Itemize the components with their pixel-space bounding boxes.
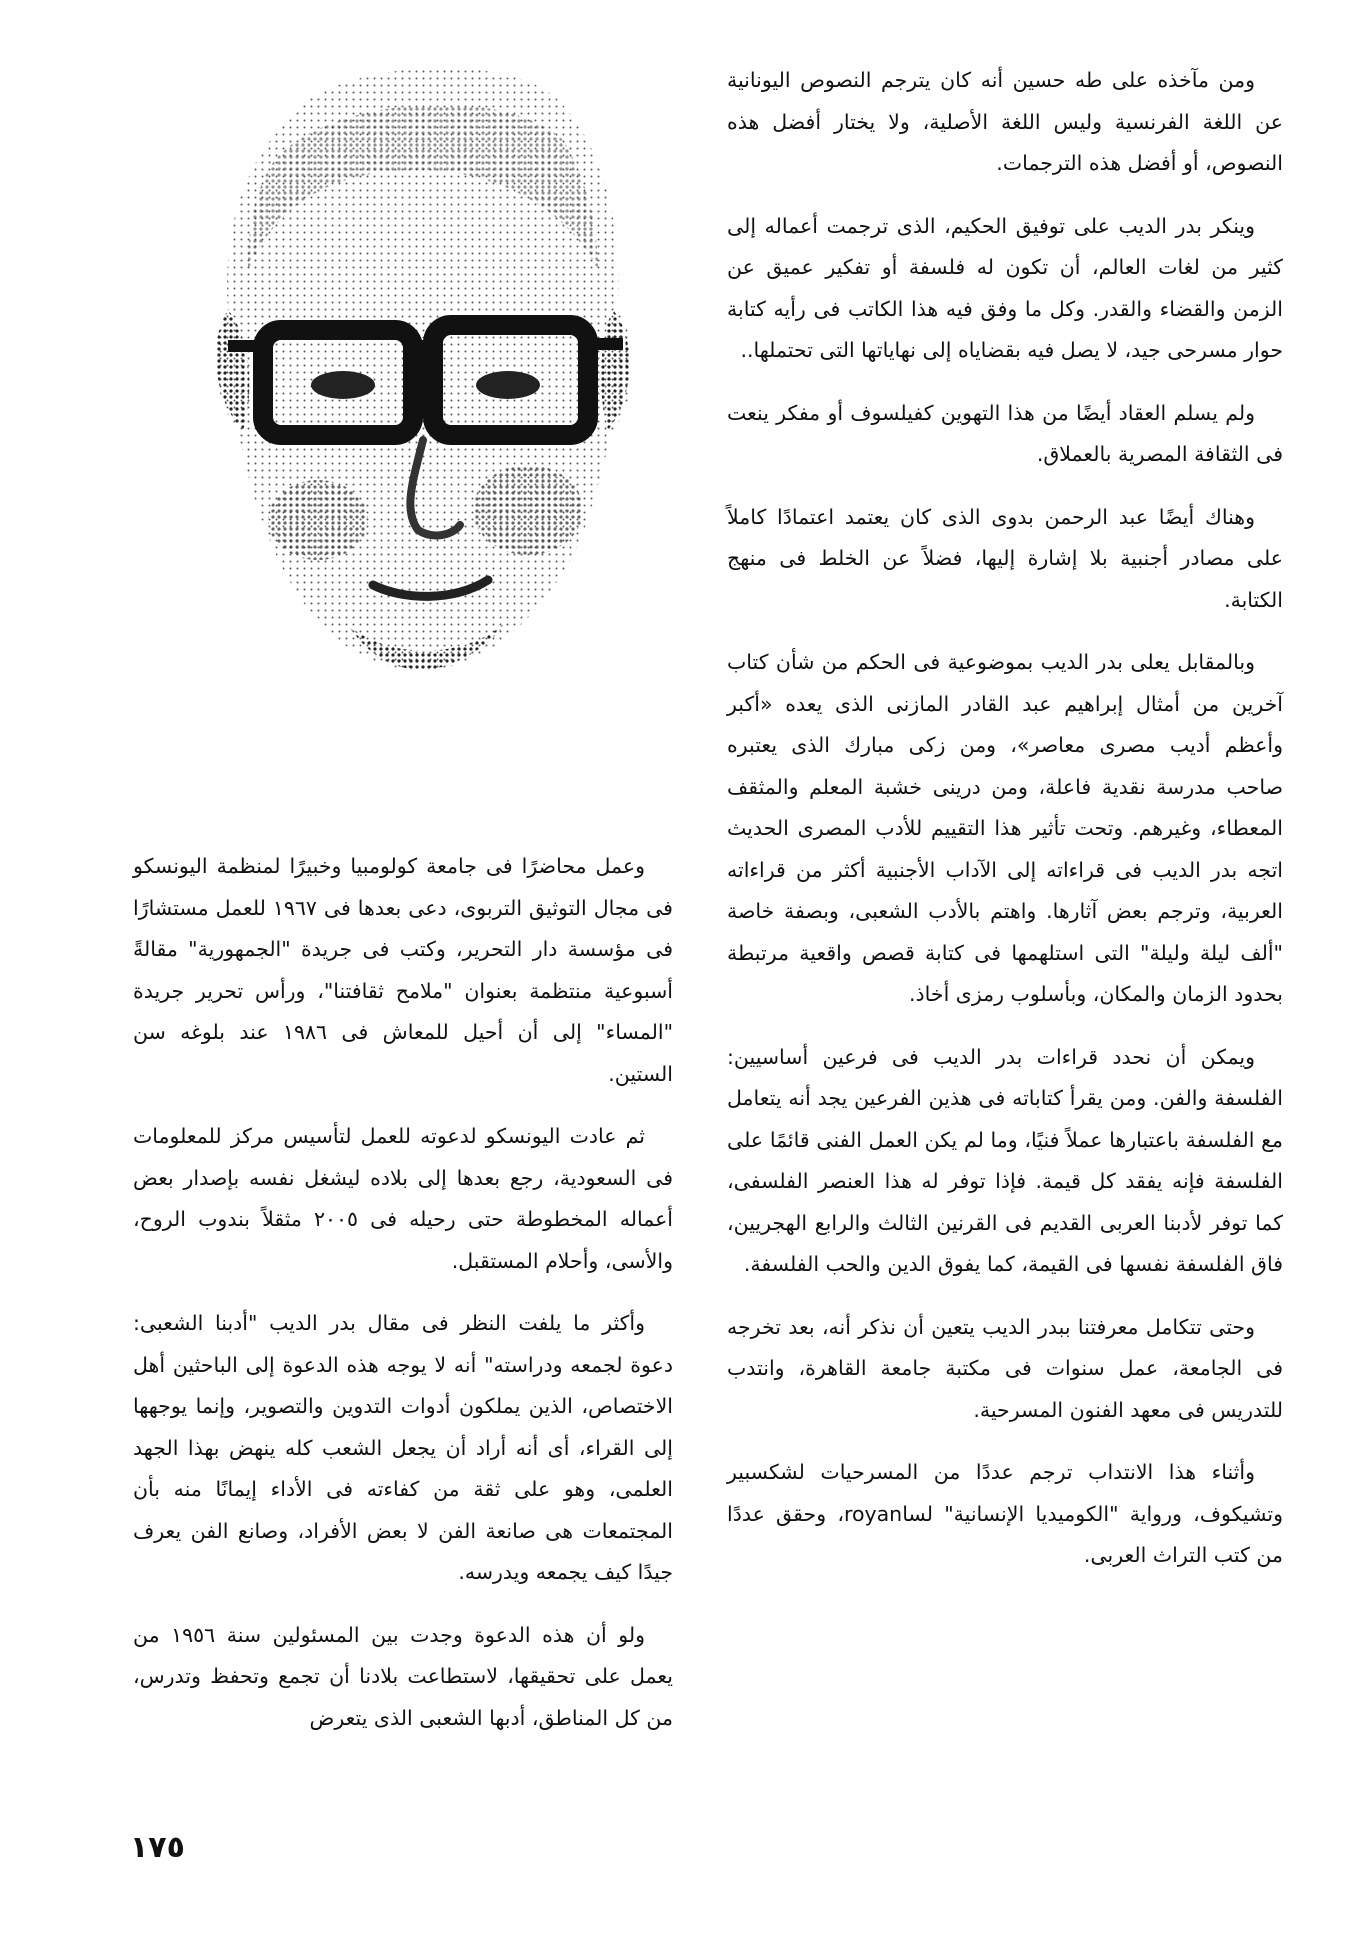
page-number: ١٧٥	[130, 1830, 185, 1865]
paragraph: ويمكن أن نحدد قراءات بدر الديب فى فرعين أساسيين: الفلسفة والفن. ومن يقرأ كتاباته فى هذين الفرعين يجد أنه يتعامل مع الفلسفة باعتبارها عملاً فنيًا، وما لم يكن العمل الفنى قائمًا على الفلسفة فإنه يفقد كل قيمة. فإذا توفر له هذا العنصر الفلسفى، كما توفر لأدبنا العربى القديم فى القرنين الثالث والرابع الهجريين، فاق الفلسفة نفسها فى القيمة، كما يفوق الدين والحب الفلسفة.	[727, 1044, 1283, 1276]
paragraph: ثم عادت اليونسكو لدعوته للعمل لتأسيس مركز للمعلومات فى السعودية، رجع بعدها إلى بلاده ليشغل نفسه بإصدار بعض أعماله المخطوطة حتى رحيله فى ٢٠٠٥ مثقلاً بندوب الروح، والأسى، وأحلام المستقبل.	[133, 1124, 673, 1273]
paragraph: وحتى تتكامل معرفتنا ببدر الديب يتعين أن نذكر أنه، بعد تخرجه فى الجامعة، عمل سنوات فى مكتبة جامعة القاهرة، وانتدب للتدريس فى معهد الفنون المسرحية.	[727, 1314, 1283, 1422]
paragraph: وأكثر ما يلفت النظر فى مقال بدر الديب "أدبنا الشعبى: دعوة لجمعه ودراسته" أنه لا يوجه هذه الدعوة إلى الباحثين أهل الاختصاص، الذين يملكون أدوات التدوين والتصوير، وإنما يوجهها إلى القراء، أى أنه أراد أن يجعل الشعب كله ينهض بهذا الجهد العلمى، وهو على ثقة من كفاءته فى الأداء إيمانًا منه بأن المجتمعات هى صانعة الفن لا بعض الأفراد، وصانع الفن يعرف جيدًا كيف يجمعه ويدرسه.	[133, 1311, 673, 1584]
left-text-column	[133, 846, 673, 1760]
left-cheek-shading	[268, 480, 368, 560]
paragraph: وأثناء هذا الانتداب ترجم عددًا من المسرحيات لشكسبير وتشيكوف، ورواية "الكوميديا الإنسانية" لساroyan، وحقق عددًا من كتب التراث العربى.	[727, 1460, 1283, 1567]
paragraph: وبالمقابل يعلى بدر الديب بموضوعية فى الحكم من شأن كتاب آخرين من أمثال إبراهيم عبد القادر المازنى الذى يعده «أكبر وأعظم أديب مصرى معاصر»، ومن زكى مبارك الذى يعتبره صاحب مدرسة نقدية فاعلة، ومن درينى خشبة المعلم والمثقف المعطاء، وغيرهم. وتحت تأثير هذا التقييم للأدب المصرى الحديث اتجه بدر الديب فى قراءاته إلى الآداب الأجنبية أكثر من قراءاته العربية، وترجم بعض آثارها. واهتم بالأدب الشعبى، وبصفة خاصة "ألف ليلة وليلة" التى استلهمها فى كتابة قصص واقعية مرتبطة بحدود الزمان والمكان، وبأسلوب رمزى أخاذ.	[727, 650, 1283, 1006]
paragraph: ولم يسلم العقاد أيضًا من هذا التهوين كفيلسوف أو مفكر ينعت فى الثقافة المصرية بالعملاق.	[727, 400, 1283, 466]
paragraph: وهناك أيضًا عبد الرحمن بدوى الذى كان يعتمد اعتمادًا كاملاً على مصادر أجنبية بلا إشارة إليها، فضلاً عن الخلط فى منهج الكتابة.	[727, 504, 1283, 612]
glasses-bridge	[408, 340, 438, 354]
right-cheek-shading	[473, 465, 583, 555]
paragraph: ومن مآخذه على طه حسين أنه كان يترجم النصوص اليونانية عن اللغة الفرنسية وليس اللغة الأصلية، ولا يختار أفضل هذه النصوص، أو أفضل هذه الترجمات.	[727, 68, 1283, 175]
portrait-illustration	[168, 40, 668, 785]
paragraph: وينكر بدر الديب على توفيق الحكيم، الذى ترجمت أعماله إلى كثير من لغات العالم، أن تكون له فلسفة أو تفكير عميق عن الزمن والقضاء والقدر. وكل ما وفق فيه هذا الكاتب فى رأيه كتابة حوار مسرحى جيد، لا يصل فيه بقضاياه إلى نهاياتها التى تحتملها..	[727, 213, 1283, 362]
glasses-arm-right	[583, 338, 623, 350]
right-eye	[476, 371, 540, 399]
glasses-arm-left	[228, 340, 268, 352]
paragraph: وعمل محاضرًا فى جامعة كولومبيا وخبيرًا لمنظمة اليونسكو فى مجال التوثيق التربوى، دعى بعدها فى ١٩٦٧ للعمل مستشارًا فى مؤسسة دار التحرير، وكتب فى جريدة "الجمهورية" مقالةً أسبوعية منتظمة بعنوان "ملامح ثقافتنا"، ورأس تحرير جريدة "المساء" إلى أن أحيل للمعاش فى ١٩٨٦ عند بلوغه سن الستين.	[133, 854, 673, 1086]
left-eye	[311, 371, 375, 399]
right-text-column	[727, 60, 1283, 1598]
paragraph: ولو أن هذه الدعوة وجدت بين المسئولين سنة ١٩٥٦ من يعمل على تحقيقها، لاستطاعت بلادنا أن تجمع وتحفظ وتدرس، من كل المناطق، أدبها الشعبى الذى يتعرض	[133, 1622, 673, 1730]
